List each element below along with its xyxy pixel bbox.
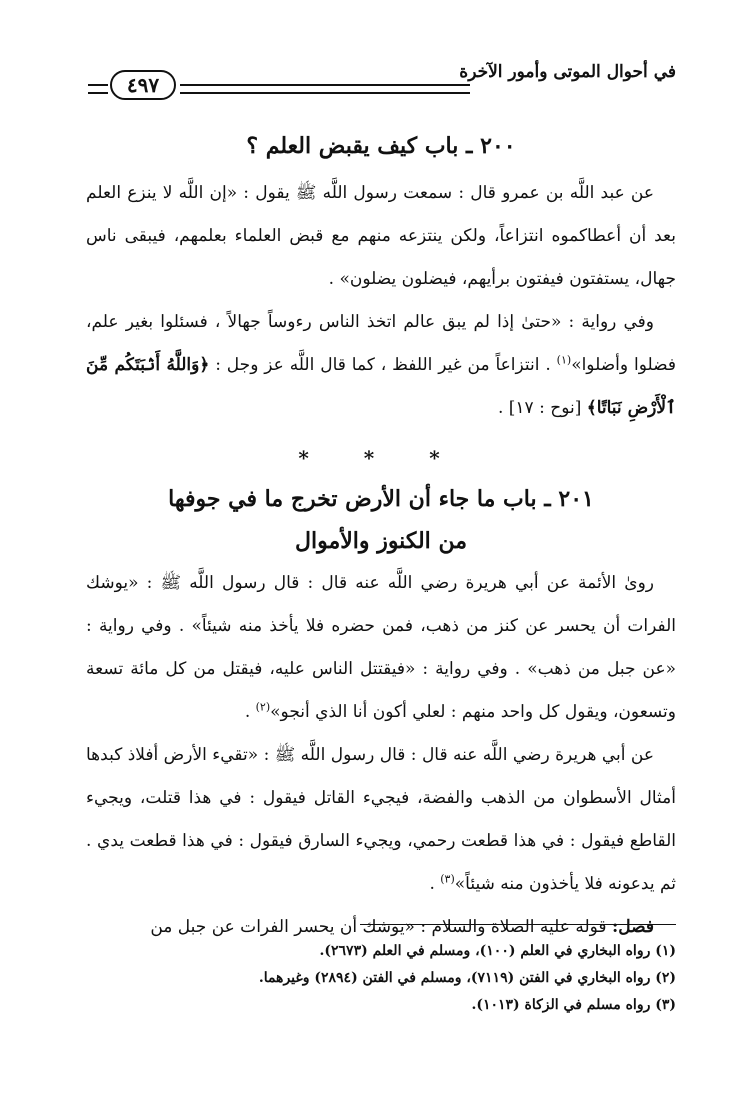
- paragraph-text: .: [429, 874, 441, 894]
- paragraph-text: قوله عليه الصلاة والسلام : «يوشك أن يحسر الفرات عن جبل من: [150, 917, 612, 937]
- paragraph-text: عن أبي هريرة رضي اللَّه عنه قال : قال رسول اللَّه ﷺ : «تقيء الأرض أفلاذ كبدها أمثال الأسطوان من الذهب والفضة، فيجيء القاتل فيقول : في هذا قتلت، ويجيء القاطع فيقول : في هذا قطعت رحمي، ويجيء السارق فيقول : في هذا قطعت يدي . ثم يدعونه فلا يأخذون منه شيئاً»: [86, 745, 676, 894]
- footnote-ref-1: (١): [556, 353, 572, 367]
- header-rule: [180, 84, 470, 94]
- section-separator: * * *: [298, 446, 464, 470]
- page-body: [86, 118, 676, 949]
- section-200-heading: ٢٠٠ ـ باب كيف يقبض العلم ؟: [246, 133, 516, 159]
- footnote-ref-2: (٢): [255, 700, 271, 714]
- verse-reference: [نوح : ١٧] .: [497, 398, 587, 418]
- footnote-rule: [360, 924, 676, 925]
- paragraph-text: وفي رواية : «حتىٰ إذا لم يبق عالم اتخذ الناس رءوساً جهالاً ، فسئلوا بغير علم، فضلوا وأضلوا»: [86, 312, 676, 375]
- section-201-paragraph-2: [86, 734, 676, 906]
- header-rule-left: [88, 84, 108, 94]
- footnote-2: (٢) رواه البخاري في الفتن (٧١١٩)، ومسلم في الفتن (٢٨٩٤) وغيرهما.: [258, 970, 676, 986]
- footnotes: [86, 938, 676, 1019]
- section-201-heading-line-2: من الكنوز والأموال: [295, 528, 467, 554]
- footnote-1: (١) رواه البخاري في العلم (١٠٠)، ومسلم في العلم (٢٦٧٣).: [319, 943, 676, 959]
- footnote-ref-3: (٣): [440, 872, 455, 886]
- section-200-paragraph-2: [86, 301, 676, 430]
- page-number: ٤٩٧: [110, 70, 176, 100]
- section-201-paragraph-1: [86, 562, 676, 734]
- section-201-heading-line-1: ٢٠١ ـ باب ما جاء أن الأرض تخرج ما في جوفها: [168, 486, 594, 512]
- fasl-label: فصل:: [611, 917, 654, 937]
- page-header: [88, 62, 676, 102]
- paragraph-text: . انتزاعاً من غير اللفظ ، كما قال اللَّه عز وجل :: [209, 355, 557, 375]
- running-title: في أحوال الموتى وأمور الآخرة: [459, 62, 676, 82]
- quran-verse: ﴿وَاللَّهُ أَنۢبَتَكُم مِّنَ ٱلْأَرْضِ نَبَاتًا﴾: [86, 355, 676, 418]
- footnote-3: (٣) رواه مسلم في الزكاة (١٠١٣).: [471, 997, 676, 1013]
- paragraph-text: .: [244, 702, 256, 722]
- paragraph-text: روىٰ الأئمة عن أبي هريرة رضي اللَّه عنه قال : قال رسول اللَّه ﷺ : «يوشك الفرات أن يحسر عن كنز من ذهب، فمن حضره فلا يأخذ منه شيئاً» . وفي رواية : «عن جبل من ذهب» . وفي رواية : «فيقتتل الناس عليه، فيقتل من كل مائة تسعة وتسعون، ويقول كل واحد منهم : لعلي أكون أنا الذي أنجو»: [86, 573, 676, 722]
- section-200-paragraph-1: عن عبد اللَّه بن عمرو قال : سمعت رسول اللَّه ﷺ يقول : «إن اللَّه لا ينزع العلم بعد أن أعطاكموه انتزاعاً، ولكن ينتزعه منهم مع قبض العلماء بعلمهم، فيبقى ناس جهال، يستفتون فيفتون برأيهم، فيضلون يضلون» .: [86, 183, 676, 289]
